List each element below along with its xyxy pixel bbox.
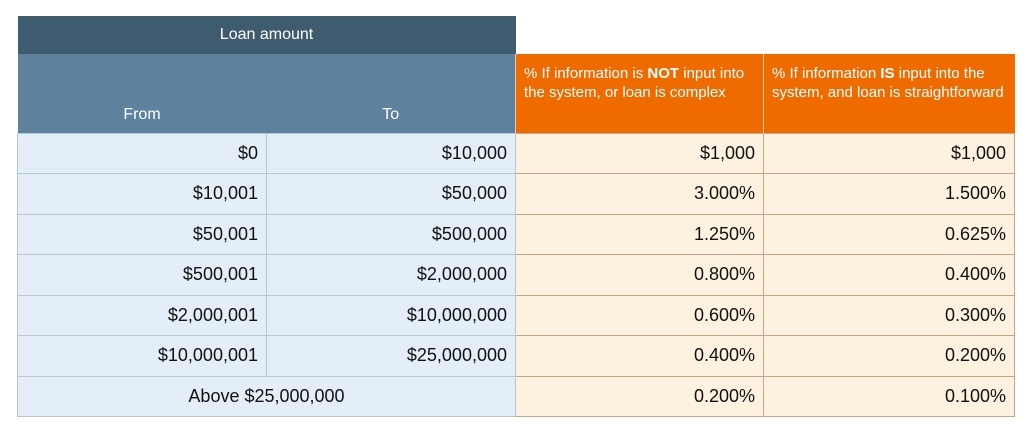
is-input-cell: 1.500%: [764, 174, 1015, 215]
table-row: [18, 336, 1015, 377]
is-input-cell: 0.300%: [764, 295, 1015, 336]
not-input-header-post: input into the system, or loan is complex: [524, 65, 745, 101]
header-spacer: [516, 16, 1015, 54]
not-input-cell: 0.400%: [516, 336, 764, 377]
table-row: [18, 295, 1015, 336]
table-row-last: [18, 376, 1015, 417]
is-input-cell: 0.400%: [764, 255, 1015, 296]
is-input-cell: 0.100%: [764, 376, 1015, 417]
to-cell: $2,000,000: [267, 255, 516, 296]
not-input-header-bold: NOT: [647, 65, 680, 82]
table-row: [18, 174, 1015, 215]
to-cell: $25,000,000: [267, 336, 516, 377]
is-input-cell: $1,000: [764, 133, 1015, 174]
loan-fee-table: [17, 16, 1015, 417]
not-input-cell: 0.600%: [516, 295, 764, 336]
from-cell: $50,001: [18, 214, 267, 255]
not-input-cell: 1.250%: [516, 214, 764, 255]
is-input-header-bold: IS: [880, 65, 895, 82]
from-header: From: [18, 54, 267, 133]
is-input-cell: 0.200%: [764, 336, 1015, 377]
table-row: [18, 214, 1015, 255]
loan-amount-header: Loan amount: [18, 16, 516, 54]
from-cell: $2,000,001: [18, 295, 267, 336]
is-input-header-pre: % If information: [772, 65, 881, 82]
is-input-cell: 0.625%: [764, 214, 1015, 255]
to-cell: $10,000,000: [267, 295, 516, 336]
header-row-top: [18, 16, 1015, 54]
from-cell: $10,000,001: [18, 336, 267, 377]
not-input-cell: $1,000: [516, 133, 764, 174]
not-input-header: [516, 54, 764, 133]
to-cell: $500,000: [267, 214, 516, 255]
from-cell: $0: [18, 133, 267, 174]
to-cell: $50,000: [267, 174, 516, 215]
not-input-cell: 0.200%: [516, 376, 764, 417]
is-input-header: [764, 54, 1015, 133]
not-input-cell: 0.800%: [516, 255, 764, 296]
table-row: [18, 255, 1015, 296]
table-row: [18, 133, 1015, 174]
above-range-cell: Above $25,000,000: [18, 376, 516, 417]
to-cell: $10,000: [267, 133, 516, 174]
from-cell: $500,001: [18, 255, 267, 296]
from-cell: $10,001: [18, 174, 267, 215]
to-header: To: [267, 54, 516, 133]
not-input-cell: 3.000%: [516, 174, 764, 215]
not-input-header-pre: % If information is: [524, 65, 648, 82]
header-row-sub: [18, 54, 1015, 133]
is-input-header-post: input into the system, and loan is straightforward: [772, 65, 1004, 101]
fee-table-container: [17, 16, 1015, 417]
